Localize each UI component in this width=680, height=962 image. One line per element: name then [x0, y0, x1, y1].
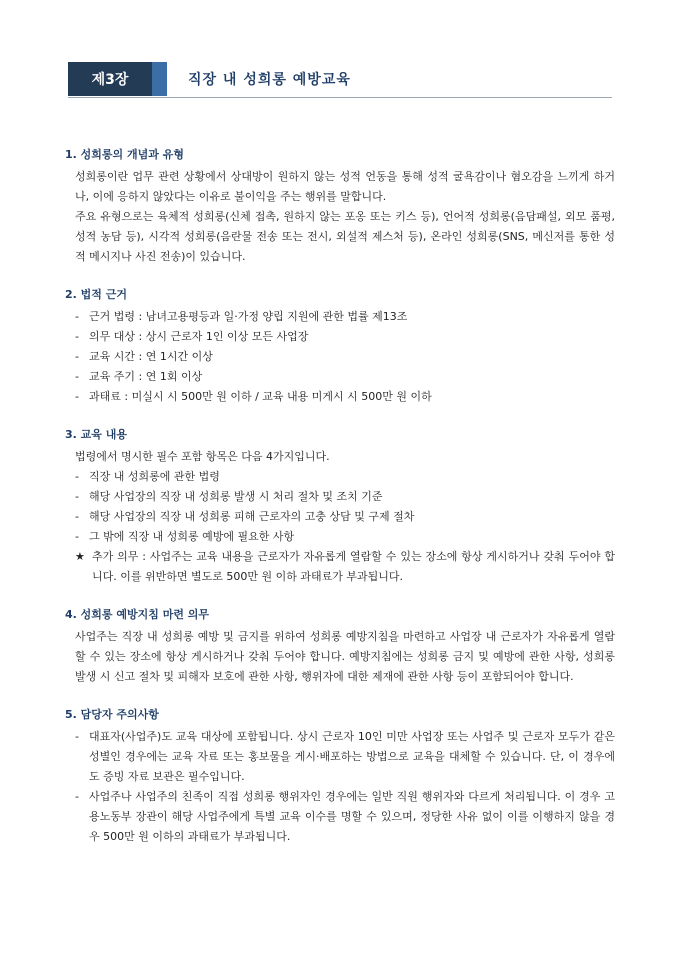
- additional-duty-note: ★ 추가 의무 : 사업주는 교육 내용을 근로자가 자유롭게 열람할 수 있는 장소에 항상 게시하거나 갖춰 두어야 합니다. 이를 위반하면 별도로 500만 원 이하 과태료가 부과됩니다.: [75, 547, 615, 587]
- list-item: - 대표자(사업주)도 교육 대상에 포함됩니다. 상시 근로자 10인 미만 사업장 또는 사업주 및 근로자 모두가 같은 성별인 경우에는 교육 자료 또는 홍보물을 게시·배포하는 방법으로 교육을 대체할 수 있습니다. 단, 이 경우에도 증빙 자료 보관은 필수입니다.: [75, 730, 615, 783]
- section-legal-basis: [65, 285, 615, 407]
- required-items-list: [75, 467, 615, 547]
- list-item: - 근거 법령 : 남녀고용평등과 일·가정 양립 지원에 관한 법률 제13조: [75, 310, 408, 323]
- list-item: - 해당 사업장의 직장 내 성희롱 피해 근로자의 고충 상담 및 구제 절차: [75, 510, 415, 523]
- list-item: - 의무 대상 : 상시 근로자 1인 이상 모든 사업장: [75, 330, 309, 343]
- list-item: - 해당 사업장의 직장 내 성희롱 발생 시 처리 절차 및 조치 기준: [75, 490, 383, 503]
- paragraph: 성희롱이란 업무 관련 상황에서 상대방이 원하지 않는 성적 언동을 통해 성적 굴욕감이나 혐오감을 느끼게 하거나, 이에 응하지 않았다는 이유로 불이익을 주는 행위를 말합니다.: [75, 170, 615, 203]
- paragraph: 사업주는 직장 내 성희롱 예방 및 금지를 위하여 성희롱 예방지침을 마련하고 사업장 내 근로자가 자유롭게 열람할 수 있는 장소에 항상 게시하거나 갖춰 두어야 합니다. 예방지침에는 성희롱 금지 및 예방에 관한 사항, 성희롱 발생 시 신고 절차 및 피해자 보호에 관한 사항, 행위자에 대한 제재에 관한 사항 등이 포함되어야 합니다.: [75, 630, 615, 683]
- section-title: 4. 성희롱 예방지침 마련 의무: [65, 608, 210, 621]
- list-item: - 과태료 : 미실시 시 500만 원 이하 / 교육 내용 미게시 시 500만 원 이하: [75, 390, 432, 403]
- legal-basis-list: [75, 307, 615, 407]
- list-item: - 사업주나 사업주의 친족이 직접 성희롱 행위자인 경우에는 일반 직원 행위자와 다르게 처리됩니다. 이 경우 고용노동부 장관이 해당 사업주에게 특별 교육 이수를 명할 수 있으며, 정당한 사유 없이 이를 이행하지 않을 경우 500만 원 이하의 과태료가 부과됩니다.: [75, 790, 615, 843]
- section-title: 3. 교육 내용: [65, 428, 127, 441]
- section-title: 5. 담당자 주의사항: [65, 708, 159, 721]
- section-education-content: [65, 425, 615, 587]
- list-item: - 교육 시간 : 연 1시간 이상: [75, 350, 213, 363]
- chapter-number-badge: 제3장: [68, 62, 152, 96]
- chapter-accent-stripe: [152, 62, 167, 96]
- manager-notes-list: [75, 727, 615, 847]
- paragraph: 주요 유형으로는 육체적 성희롱(신체 접촉, 원하지 않는 포옹 또는 키스 등), 언어적 성희롱(음담패설, 외모 품평, 성적 농담 등), 시각적 성희롱(음란물 전송 또는 전시, 외설적 제스처 등), 온라인 성희롱(SNS, 메신저를 통한 성적 메시지나 사진 전송)이 있습니다.: [75, 210, 615, 263]
- chapter-header: [68, 62, 612, 96]
- section-prevention-guideline: [65, 605, 615, 687]
- header-divider: [68, 97, 612, 98]
- section-title: 1. 성희롱의 개념과 유형: [65, 148, 184, 161]
- chapter-title: 직장 내 성희롱 예방교육: [188, 72, 351, 88]
- list-item: - 교육 주기 : 연 1회 이상: [75, 370, 203, 383]
- list-item: - 그 밖에 직장 내 성희롱 예방에 필요한 사항: [75, 530, 295, 543]
- list-item: - 직장 내 성희롱에 관한 법령: [75, 470, 220, 483]
- document-body: [65, 145, 615, 865]
- star-icon: ★: [75, 550, 85, 563]
- section-manager-notes: [65, 705, 615, 847]
- paragraph: 법령에서 명시한 필수 포함 항목은 다음 4가지입니다.: [75, 450, 330, 463]
- section-concept: [65, 145, 615, 267]
- section-title: 2. 법적 근거: [65, 288, 127, 301]
